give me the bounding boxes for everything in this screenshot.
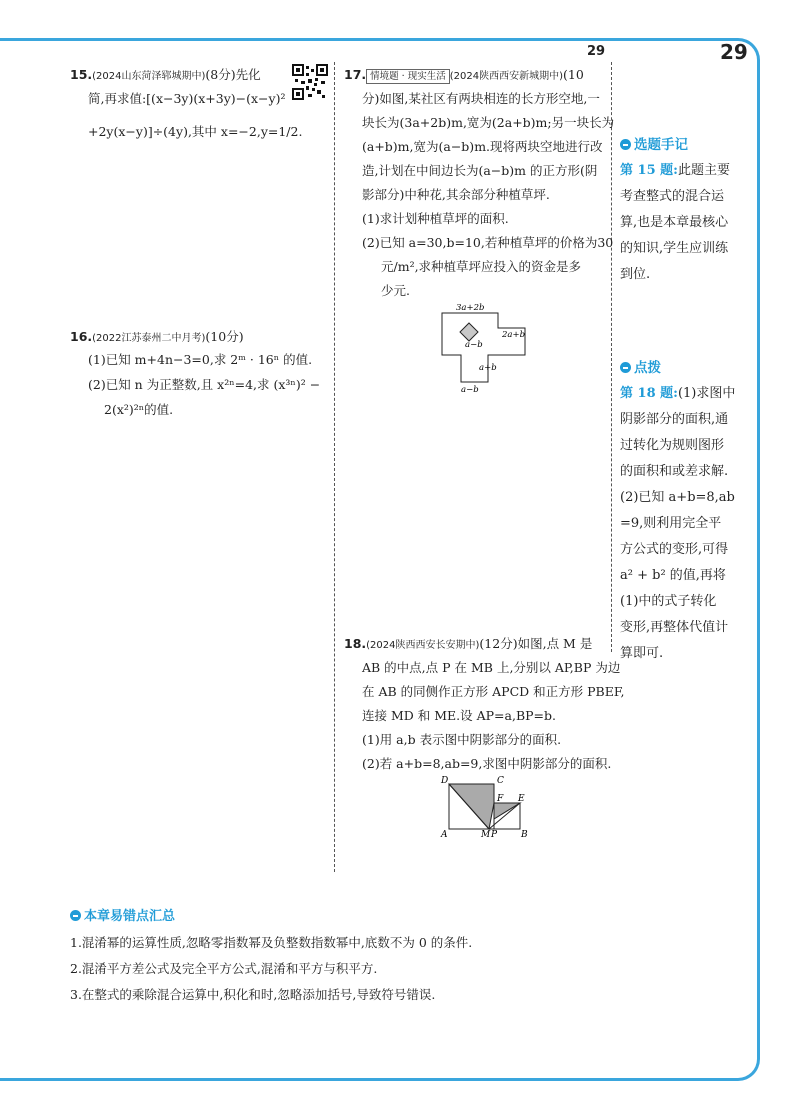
side2-line-3: 过转化为规则图形 [620,438,725,453]
side-note-hint [620,355,744,667]
side2-line-6: =9,则利用完全平 [620,516,722,531]
side2-line-8: a² + b² 的值,再将 [620,568,726,583]
hint-icon [620,362,631,373]
q17-label-right: 2a+b [502,330,526,340]
summary-item-1: 1.混淆幂的运算性质,忽略零指数幂及负整数指数幂中,底数不为 0 的条件. [70,935,473,950]
q18-line-1: AB 的中点,点 P 在 MB 上,分别以 AP,BP 为边 [362,660,621,675]
q18-figure [432,772,542,840]
q17-line-5: 影部分)中种花,其余部分种植草坪. [362,187,550,202]
q17-label-inner: a−b [465,340,483,350]
q15-line3: +2y(x−y)]÷(4y),其中 x=−2,y=1/2. [88,124,303,139]
side2-line-4: 的面积和或差求解. [620,464,729,479]
summary-item-3: 3.在整式的乘除混合运算中,积化和时,忽略添加括号,导致符号错误. [70,987,436,1002]
q16-heading: 16.(2022江苏泰州二中月考)(10分) [70,329,244,344]
q16-part1: (1)已知 m+4n−3=0,求 2ᵐ · 16ⁿ 的值. [88,352,313,367]
q17-part2a: (2)已知 a=30,b=10,若种植草坪的价格为30 [362,235,614,250]
q18-label-c: C [497,776,504,786]
q17-tag: 情境题 · 现实生活 [366,69,450,84]
q18-label-a: A [441,830,448,840]
side2-line-2: 阴影部分的面积,通 [620,412,729,427]
side1-line-5: 到位. [620,267,651,282]
summary-icon [70,910,81,921]
side2-line-7: 方公式的变形,可得 [620,542,729,557]
q18-line-3: 连接 MD 和 ME.设 AP=a,BP=b. [362,708,556,723]
side1-line-4: 的知识,学生应训练 [620,241,729,256]
q15-line1: 15.(2024山东菏泽郓城期中)(8分)先化 [70,67,261,82]
q17-label-top: 3a+2b [456,303,485,313]
side-note-selection [620,132,744,288]
side1-line-3: 算,也是本章最核心 [620,215,729,230]
side2-line-10: 变形,再整体代值计 [620,620,729,635]
q16-part2b: 2(x²)²ⁿ的值. [104,402,174,417]
q17-line-2: 块长为(3a+2b)m,宽为(2a+b)m;另一块长为 [362,115,615,130]
q17-label-stem: a+b [479,363,497,373]
q17-line-3: (a+b)m,宽为(a−b)m.现将两块空地进行改 [362,139,603,154]
q17-part2c: 少元. [381,283,410,298]
q18-label-m: M [481,830,491,840]
side1-title: 选题手记 [634,137,688,153]
q17-line-4: 造,计划在中间边长为(a−b)m 的正方形(阴 [362,163,598,178]
q18-label-b: B [521,830,528,840]
page-number-small: 29 [587,44,606,59]
summary-heading [70,905,175,924]
q16-part2a: (2)已知 n 为正整数,且 x²ⁿ=4,求 (x³ⁿ)² − [88,377,321,392]
summary-item-2: 2.混淆平方差公式及完全平方公式,混淆和平方与积平方. [70,961,378,976]
column-divider-right [611,62,612,652]
side2-label: 第 18 题: [620,386,678,401]
q15-line2: 简,再求值:[(x−3y)(x+3y)−(x−y)² [88,91,286,106]
side2-line-9: (1)中的式子转化 [620,594,717,609]
side2-line-1: (1)求图中 [677,386,736,401]
q18-label-p: P [491,830,498,840]
page-number-big: 29 [720,40,748,64]
q18-part2: (2)若 a+b=8,ab=9,求图中阴影部分的面积. [362,756,612,771]
q17-heading: 17. 情境题 · 现实生活 (2024陕西西安新城期中)(10 [344,67,584,82]
side2-title: 点拨 [634,360,661,376]
q17-line-1: 分)如图,某社区有两块相连的长方形空地,一 [362,91,600,106]
q18-label-d: D [441,776,449,786]
side1-line-2: 考查整式的混合运 [620,189,725,204]
column-divider-left [334,62,335,872]
q18-heading: 18.(2024陕西西安长安期中)(12分)如图,点 M 是 [344,636,593,651]
q18-label-e: E [518,794,525,804]
q17-label-bottom: a−b [461,385,479,395]
note-icon [620,139,631,150]
side1-label: 第 15 题: [620,163,678,178]
q17-part2b: 元/m²,求种植草坪应投入的资金是多 [381,259,582,274]
summary-title: 本章易错点汇总 [84,909,176,924]
q18-line-2: 在 AB 的同侧作正方形 APCD 和正方形 PBEF, [362,684,625,699]
q17-part1: (1)求计划种植草坪的面积. [362,211,509,226]
q18-label-f: F [497,794,504,804]
side1-line-1: 此题主要 [677,163,730,178]
q18-part1: (1)用 a,b 表示图中阴影部分的面积. [362,732,562,747]
q17-figure [430,300,540,395]
side2-line-11: 算即可. [620,646,664,661]
qr-code-icon[interactable] [292,64,328,100]
side2-line-5: (2)已知 a+b=8,ab [620,490,735,505]
